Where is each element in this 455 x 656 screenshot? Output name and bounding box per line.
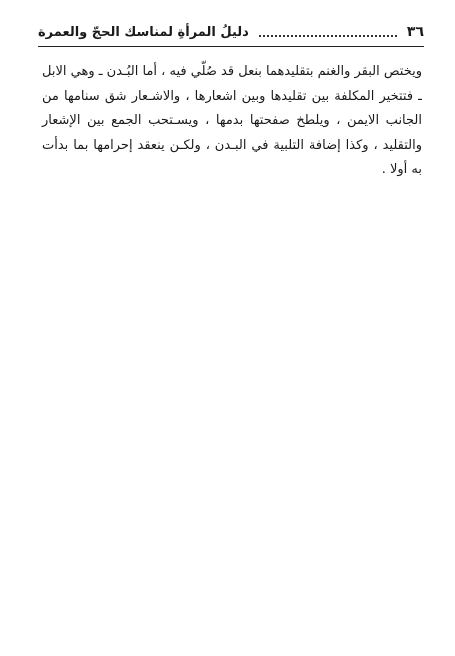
page-header [38, 22, 424, 42]
body-text [42, 60, 422, 183]
header-leader-dots [259, 35, 397, 37]
page-number: ٣٦ [406, 24, 424, 40]
running-title: دليلُ المرأةِ لمناسك الحجّ والعمرة [38, 24, 249, 40]
header-divider [38, 46, 424, 47]
paragraph: ويختص البقر والغنم بتقليدهما بنعل قد صُلّي فيه ، أما البُـدن ـ وهي الابل ـ فتتخير المكلفة بين تقليدها وبين اشعارها ، والاشـعار شق سنامها من الجانب الايمن ، ويلطخ صفحتها بدمها ، ويسـتحب الجمع بين الإشعار والتقليد ، وكذا إضافة التلبية في البـدن ، ولكـن ينعقد إحرامها بما بدأت به أولا . [42, 64, 422, 177]
